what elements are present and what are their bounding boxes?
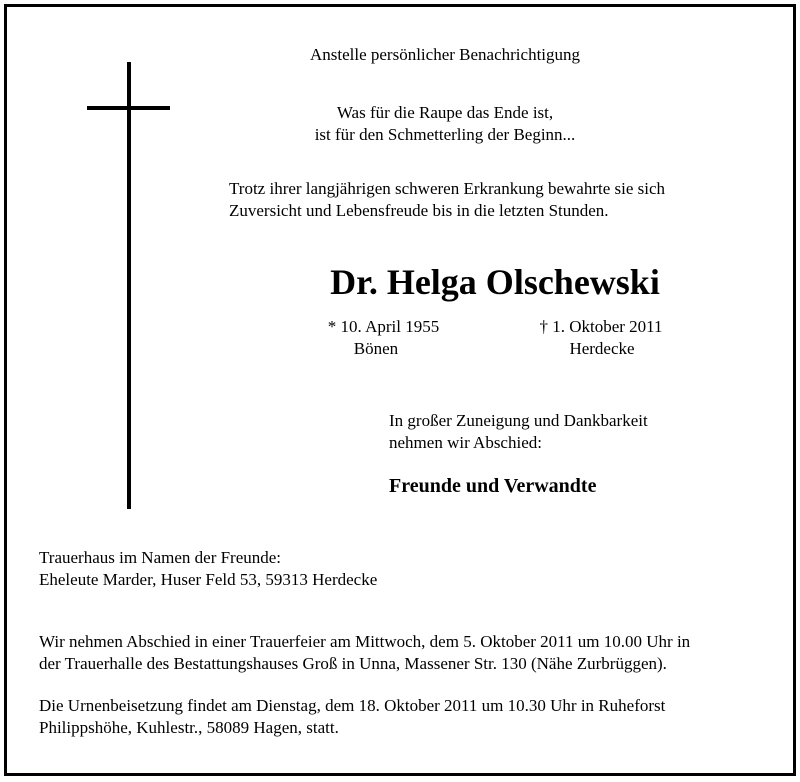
header-text: Anstelle persönlicher Benachrichtigung <box>309 45 581 64</box>
intro-line-1: Trotz ihrer langjährigen schweren Erkrankung bewahrte sie sich <box>229 179 666 198</box>
burial-line-2: Philippshöhe, Kuhlestr., 58089 Hagen, statt. <box>39 718 339 737</box>
deceased-name: Dr. Helga Olschewski <box>330 262 660 302</box>
intro-line-2: Zuversicht und Lebensfreude bis in die letzten Stunden. <box>229 201 609 220</box>
ceremony-line-2: der Trauerhalle des Bestattungshauses Groß in Unna, Massener Str. 130 (Nähe Zurbrüggen). <box>39 654 667 673</box>
farewell-line-2: nehmen wir Abschied: <box>389 433 542 452</box>
cross-icon-bar <box>87 106 170 110</box>
mourning-house-line-2: Eheleute Marder, Huser Feld 53, 59313 Herdecke <box>39 570 378 589</box>
quote-line-2: ist für den Schmetterling der Beginn... <box>314 125 576 144</box>
quote-line-1: Was für die Raupe das Ende ist, <box>336 103 554 122</box>
cross-icon <box>127 62 131 509</box>
birth-date: * 10. April 1955 <box>327 317 440 336</box>
ceremony-line-1: Wir nehmen Abschied in einer Trauerfeier am Mittwoch, dem 5. Oktober 2011 um 10.00 Uhr in <box>39 632 691 651</box>
mourning-house-line-1: Trauerhaus im Namen der Freunde: <box>39 548 282 567</box>
burial-line-1: Die Urnenbeisetzung findet am Dienstag, dem 18. Oktober 2011 um 10.30 Uhr in Ruheforst <box>39 696 666 715</box>
death-place: Herdecke <box>569 339 635 358</box>
farewell-line-1: In großer Zuneigung und Dankbarkeit <box>389 411 648 430</box>
death-date: † 1. Oktober 2011 <box>539 317 663 336</box>
signature: Freunde und Verwandte <box>389 475 597 497</box>
birth-place: Bönen <box>353 339 399 358</box>
